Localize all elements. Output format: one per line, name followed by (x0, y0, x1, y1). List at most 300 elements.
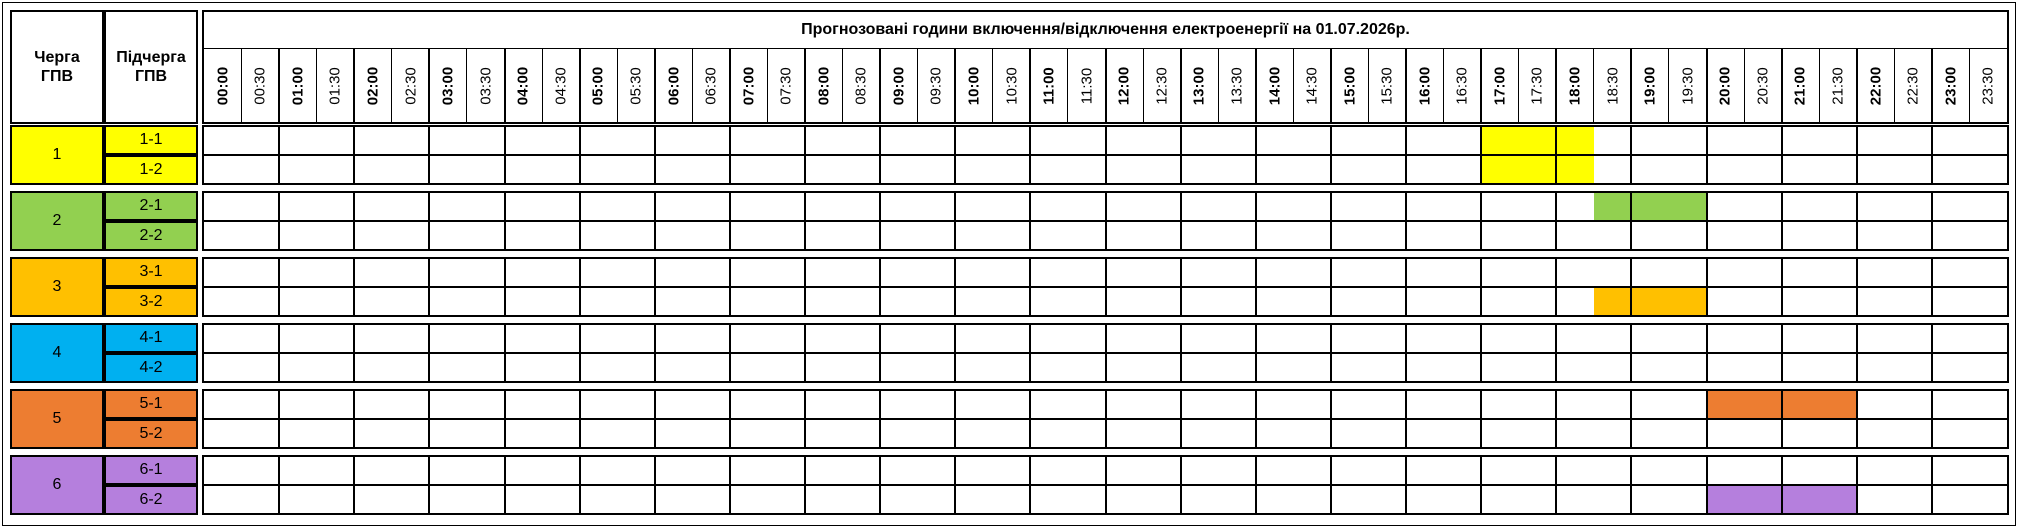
hour-divider (1856, 191, 1858, 251)
time-tick-label: 16:00 (1416, 66, 1434, 105)
hour-divider (1555, 389, 1557, 449)
time-tick-label: 14:30 (1303, 66, 1321, 105)
hour-divider (879, 191, 881, 251)
hour-divider (1180, 323, 1182, 383)
time-tick (1143, 49, 1181, 122)
subqueue-header-label: Підчерга ГПВ (116, 49, 186, 85)
hour-divider (1330, 257, 1332, 317)
hour-divider (1105, 455, 1107, 515)
hour-divider (353, 455, 355, 515)
subgroup-number: 4-1 (139, 329, 163, 346)
time-tick-label: 13:00 (1190, 66, 1208, 105)
hour-divider (954, 257, 956, 317)
time-tick (1969, 49, 2007, 122)
tick-divider (1894, 49, 1895, 122)
subgroup-label (104, 257, 198, 287)
hour-divider (1706, 257, 1708, 317)
group-number: 5 (52, 410, 62, 427)
hour-divider (804, 191, 806, 251)
time-tick-label: 06:00 (665, 66, 683, 105)
time-tick-label: 08:00 (815, 66, 833, 105)
subgroup-label (104, 323, 198, 353)
hour-divider (804, 323, 806, 383)
time-tick-label: 22:30 (1904, 66, 1922, 105)
tick-divider (1706, 49, 1708, 122)
hour-divider (353, 125, 355, 185)
hour-divider (654, 191, 656, 251)
hour-divider (1480, 323, 1482, 383)
time-tick (1481, 49, 1519, 122)
hour-divider (729, 191, 731, 251)
hour-divider (428, 323, 430, 383)
tick-divider (542, 49, 543, 122)
tick-divider (1368, 49, 1369, 122)
hour-divider (654, 323, 656, 383)
time-tick (1669, 49, 1707, 122)
time-tick-label: 20:30 (1754, 66, 1772, 105)
time-tick (1218, 49, 1256, 122)
hour-divider (1856, 257, 1858, 317)
time-tick-label: 05:30 (627, 66, 645, 105)
hour-divider (1105, 323, 1107, 383)
hour-divider (954, 191, 956, 251)
time-tick (1444, 49, 1482, 122)
tick-divider (1067, 49, 1068, 122)
time-tick (542, 49, 580, 122)
subgroup-label (104, 191, 198, 221)
hour-divider (1856, 323, 1858, 383)
time-tick (1744, 49, 1782, 122)
hour-divider (1630, 125, 1632, 185)
hour-divider (579, 389, 581, 449)
hour-divider (1180, 389, 1182, 449)
time-tick-label: 21:00 (1791, 66, 1809, 105)
time-tick-label: 14:00 (1266, 66, 1284, 105)
time-tick-label: 04:00 (514, 66, 532, 105)
hour-divider (1029, 455, 1031, 515)
time-tick-label: 08:30 (852, 66, 870, 105)
tick-divider (1931, 49, 1933, 122)
tick-divider (428, 49, 430, 122)
hour-divider (504, 257, 506, 317)
time-tick-label: 19:00 (1641, 66, 1659, 105)
hour-divider (1931, 257, 1933, 317)
hour-divider (879, 389, 881, 449)
hour-divider (1856, 389, 1858, 449)
subgroup-label (104, 419, 198, 449)
hour-divider (1405, 455, 1407, 515)
tick-divider (729, 49, 731, 122)
hour-divider (954, 323, 956, 383)
time-tick-label: 01:30 (326, 66, 344, 105)
tick-divider (278, 49, 280, 122)
tick-divider (1330, 49, 1332, 122)
hour-divider (579, 191, 581, 251)
tick-divider (992, 49, 993, 122)
hour-divider (1330, 125, 1332, 185)
hour-divider (278, 389, 280, 449)
hour-divider (353, 257, 355, 317)
subgroup-number: 5-1 (139, 395, 163, 412)
time-tick (1819, 49, 1857, 122)
time-tick (993, 49, 1031, 122)
time-tick (1106, 49, 1144, 122)
tick-divider (579, 49, 581, 122)
hour-divider (428, 191, 430, 251)
tick-divider (1143, 49, 1144, 122)
tick-divider (1180, 49, 1182, 122)
subgroup-number: 2-2 (139, 227, 163, 244)
time-tick (692, 49, 730, 122)
tick-divider (1480, 49, 1482, 122)
tick-divider (804, 49, 806, 122)
hour-divider (879, 125, 881, 185)
hour-divider (1856, 125, 1858, 185)
hour-divider (1781, 389, 1783, 449)
hour-divider (879, 323, 881, 383)
hour-divider (579, 455, 581, 515)
hour-divider (1255, 191, 1257, 251)
tick-divider (1555, 49, 1557, 122)
tick-divider (1668, 49, 1669, 122)
hour-divider (804, 125, 806, 185)
time-tick (1782, 49, 1820, 122)
time-tick (767, 49, 805, 122)
tick-divider (241, 49, 242, 122)
hour-divider (654, 455, 656, 515)
hour-divider (1931, 455, 1933, 515)
hour-divider (1706, 455, 1708, 515)
subgroup-label (104, 125, 198, 155)
hour-divider (428, 257, 430, 317)
hour-divider (353, 323, 355, 383)
hour-divider (1255, 323, 1257, 383)
hour-divider (353, 389, 355, 449)
hour-divider (1480, 389, 1482, 449)
hour-divider (1630, 257, 1632, 317)
tick-divider (1856, 49, 1858, 122)
hour-divider (1330, 323, 1332, 383)
time-tick-label: 19:30 (1679, 66, 1697, 105)
hour-divider (278, 257, 280, 317)
time-tick (1707, 49, 1745, 122)
hour-divider (654, 389, 656, 449)
hour-divider (278, 125, 280, 185)
time-tick-label: 00:30 (251, 66, 269, 105)
time-tick-label: 15:00 (1341, 66, 1359, 105)
time-tick-label: 18:00 (1566, 66, 1584, 105)
time-tick (1293, 49, 1331, 122)
hour-divider (1105, 191, 1107, 251)
subgroup-label (104, 455, 198, 485)
hour-divider (428, 455, 430, 515)
hour-divider (729, 389, 731, 449)
time-tick-label: 07:00 (740, 66, 758, 105)
hour-divider (1931, 125, 1933, 185)
hour-divider (1480, 191, 1482, 251)
time-tick (1857, 49, 1895, 122)
time-tick (505, 49, 543, 122)
hour-divider (729, 125, 731, 185)
hour-divider (1105, 125, 1107, 185)
hour-divider (1029, 323, 1031, 383)
hour-divider (1405, 323, 1407, 383)
group-label (10, 323, 104, 383)
tick-divider (1443, 49, 1444, 122)
time-tick (1519, 49, 1557, 122)
hour-divider (1255, 125, 1257, 185)
hour-divider (1706, 191, 1708, 251)
time-tick-label: 12:00 (1115, 66, 1133, 105)
time-tick (1631, 49, 1669, 122)
hour-divider (1630, 389, 1632, 449)
hour-divider (1255, 257, 1257, 317)
hour-divider (729, 257, 731, 317)
hour-divider (954, 455, 956, 515)
subgroup-number: 3-2 (139, 293, 163, 310)
tick-divider (1293, 49, 1294, 122)
hour-divider (1555, 323, 1557, 383)
hour-divider (1706, 125, 1708, 185)
time-tick-label: 04:30 (552, 66, 570, 105)
time-tick-label: 03:00 (439, 66, 457, 105)
hour-divider (353, 191, 355, 251)
hour-divider (1029, 191, 1031, 251)
time-tick-label: 11:00 (1040, 66, 1058, 105)
tick-divider (1029, 49, 1031, 122)
time-tick (1331, 49, 1369, 122)
hour-divider (1180, 125, 1182, 185)
time-tick-label: 05:00 (589, 66, 607, 105)
hour-divider (1029, 389, 1031, 449)
tick-divider (917, 49, 918, 122)
hour-divider (1480, 455, 1482, 515)
subgroup-label (104, 287, 198, 317)
tick-divider (879, 49, 881, 122)
hour-divider (654, 257, 656, 317)
time-tick-label: 10:30 (1003, 66, 1021, 105)
hour-divider (1480, 257, 1482, 317)
hour-divider (428, 125, 430, 185)
time-tick (242, 49, 280, 122)
hour-divider (1706, 389, 1708, 449)
hour-divider (1630, 323, 1632, 383)
subqueue-header (104, 10, 198, 124)
time-tick (204, 49, 242, 122)
time-tick-label: 16:30 (1453, 66, 1471, 105)
time-tick-label: 23:30 (1979, 66, 1997, 105)
hour-divider (1931, 323, 1933, 383)
hour-divider (1555, 125, 1557, 185)
time-tick-label: 00:00 (214, 66, 232, 105)
time-tick-label: 07:30 (777, 66, 795, 105)
time-tick-label: 02:30 (402, 66, 420, 105)
time-tick-label: 09:30 (927, 66, 945, 105)
hour-divider (1781, 191, 1783, 251)
time-tick (655, 49, 693, 122)
time-tick (580, 49, 618, 122)
tick-divider (654, 49, 656, 122)
time-tick (918, 49, 956, 122)
group-label (10, 455, 104, 515)
group-label (10, 125, 104, 185)
hour-divider (1405, 257, 1407, 317)
hour-divider (1330, 455, 1332, 515)
time-tick (279, 49, 317, 122)
hour-divider (1029, 257, 1031, 317)
hour-divider (1781, 257, 1783, 317)
hour-divider (428, 389, 430, 449)
hour-divider (879, 455, 881, 515)
hour-divider (504, 125, 506, 185)
hour-divider (1105, 389, 1107, 449)
time-tick (617, 49, 655, 122)
hour-divider (654, 125, 656, 185)
tick-divider (1781, 49, 1783, 122)
hour-divider (1330, 191, 1332, 251)
tick-divider (1518, 49, 1519, 122)
time-tick (317, 49, 355, 122)
hour-divider (1781, 323, 1783, 383)
time-tick-label: 12:30 (1153, 66, 1171, 105)
hour-divider (1180, 191, 1182, 251)
subgroup-number: 4-2 (139, 359, 163, 376)
hour-divider (1555, 257, 1557, 317)
subgroup-number: 5-2 (139, 425, 163, 442)
hour-divider (1781, 125, 1783, 185)
hour-divider (1405, 389, 1407, 449)
group-label (10, 389, 104, 449)
time-tick (955, 49, 993, 122)
subgroup-label (104, 221, 198, 251)
time-tick (1556, 49, 1594, 122)
group-number: 6 (52, 476, 62, 493)
hour-divider (879, 257, 881, 317)
group-number: 4 (52, 344, 62, 361)
time-tick (1030, 49, 1068, 122)
subgroup-number: 6-1 (139, 461, 163, 478)
hour-divider (1931, 389, 1933, 449)
time-tick-label: 22:00 (1867, 66, 1885, 105)
time-tick (730, 49, 768, 122)
time-tick (1368, 49, 1406, 122)
hour-divider (504, 323, 506, 383)
hour-divider (1630, 191, 1632, 251)
hour-divider (504, 455, 506, 515)
hour-divider (1405, 125, 1407, 185)
time-tick (1594, 49, 1632, 122)
hour-divider (504, 191, 506, 251)
subgroup-label (104, 155, 198, 185)
hour-divider (579, 125, 581, 185)
hour-divider (729, 455, 731, 515)
subgroup-number: 2-1 (139, 197, 163, 214)
hour-divider (1405, 191, 1407, 251)
tick-divider (391, 49, 392, 122)
time-tick-label: 15:30 (1378, 66, 1396, 105)
time-tick (1894, 49, 1932, 122)
subgroup-label (104, 389, 198, 419)
time-tick-label: 13:30 (1228, 66, 1246, 105)
subgroup-number: 6-2 (139, 491, 163, 508)
group-label (10, 191, 104, 251)
tick-divider (767, 49, 768, 122)
time-tick-label: 23:00 (1942, 66, 1960, 105)
time-tick-label: 21:30 (1829, 66, 1847, 105)
tick-divider (1255, 49, 1257, 122)
time-tick-label: 03:30 (477, 66, 495, 105)
subgroup-number: 1-1 (139, 131, 163, 148)
hour-divider (1180, 455, 1182, 515)
time-tick-label: 17:30 (1528, 66, 1546, 105)
tick-divider (1630, 49, 1632, 122)
hour-divider (1856, 455, 1858, 515)
hour-divider (1330, 389, 1332, 449)
hour-divider (1105, 257, 1107, 317)
tick-divider (1819, 49, 1820, 122)
time-tick (1406, 49, 1444, 122)
hour-divider (1255, 455, 1257, 515)
time-tick (1932, 49, 1970, 122)
queue-header (10, 10, 104, 124)
hour-divider (1931, 191, 1933, 251)
time-tick-label: 10:00 (965, 66, 983, 105)
subgroup-number: 1-2 (139, 161, 163, 178)
hour-divider (1029, 125, 1031, 185)
group-number: 1 (52, 146, 62, 163)
time-tick-label: 01:00 (289, 66, 307, 105)
hour-divider (1555, 191, 1557, 251)
time-tick-label: 18:30 (1604, 66, 1622, 105)
time-tick-label: 20:00 (1716, 66, 1734, 105)
tick-divider (954, 49, 956, 122)
time-tick-label: 11:30 (1078, 67, 1096, 104)
hour-divider (504, 389, 506, 449)
hour-divider (1706, 323, 1708, 383)
subgroup-number: 3-1 (139, 263, 163, 280)
tick-divider (1405, 49, 1407, 122)
tick-divider (1744, 49, 1745, 122)
group-label (10, 257, 104, 317)
group-number: 2 (52, 212, 62, 229)
hour-divider (804, 389, 806, 449)
time-tick (429, 49, 467, 122)
time-tick-label: 06:30 (702, 66, 720, 105)
hour-divider (729, 323, 731, 383)
tick-divider (692, 49, 693, 122)
time-tick-label: 17:00 (1491, 66, 1509, 105)
tick-divider (842, 49, 843, 122)
hour-divider (804, 455, 806, 515)
queue-header-label: Черга ГПВ (34, 49, 80, 85)
tick-divider (353, 49, 355, 122)
time-tick (392, 49, 430, 122)
hour-divider (579, 323, 581, 383)
time-tick (354, 49, 392, 122)
hour-divider (278, 191, 280, 251)
time-tick (467, 49, 505, 122)
hour-divider (954, 125, 956, 185)
tick-divider (1593, 49, 1594, 122)
tick-divider (466, 49, 467, 122)
hour-divider (1781, 455, 1783, 515)
hour-divider (278, 323, 280, 383)
hour-divider (579, 257, 581, 317)
subgroup-label (104, 353, 198, 383)
hour-divider (1555, 455, 1557, 515)
time-tick-label: 02:00 (364, 66, 382, 105)
hour-divider (278, 455, 280, 515)
